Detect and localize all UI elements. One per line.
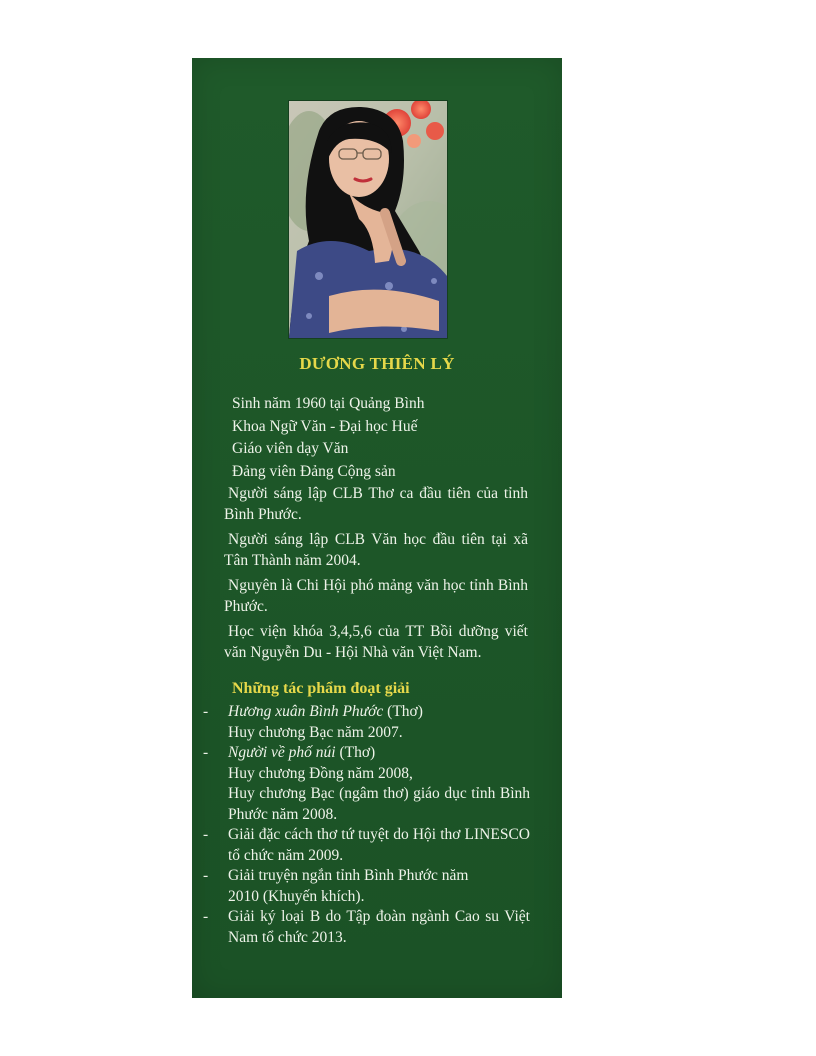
award-genre: (Thơ) bbox=[339, 744, 376, 761]
award-title: Người về phố núi bbox=[228, 744, 336, 761]
award-title-line bbox=[228, 743, 530, 764]
award-detail: Huy chương Bạc (ngâm thơ) giáo dục tỉnh Bình Phước năm 2008. bbox=[228, 785, 530, 823]
list-dash: - bbox=[203, 908, 209, 925]
award-genre: (Thơ) bbox=[387, 703, 423, 720]
list-dash: - bbox=[203, 867, 209, 884]
award-detail: Huy chương Bạc năm 2007. bbox=[228, 723, 403, 741]
author-bio bbox=[224, 393, 528, 667]
list-dash: - bbox=[203, 744, 209, 761]
award-title-line bbox=[228, 702, 530, 723]
award-detail: Giải đặc cách thơ tứ tuyệt do Hội thơ LINESCO tổ chức năm 2009. bbox=[228, 826, 530, 864]
award-item bbox=[200, 866, 530, 907]
bio-line: Đảng viên Đảng Cộng sản bbox=[232, 462, 396, 480]
works-heading: Những tác phẩm đoạt giải bbox=[232, 680, 410, 697]
bio-paragraph: Người sáng lập CLB Văn học đầu tiên tại xã Tân Thành năm 2004. bbox=[224, 531, 528, 569]
award-title: Hương xuân Bình Phước bbox=[228, 703, 384, 720]
bio-paragraph: Người sáng lập CLB Thơ ca đầu tiên của tỉnh Bình Phước. bbox=[224, 485, 528, 523]
awards-list bbox=[200, 702, 530, 948]
list-dash: - bbox=[203, 826, 209, 843]
award-detail: Giải ký loại B do Tập đoàn ngành Cao su Việt Nam tổ chức 2013. bbox=[228, 908, 530, 946]
cover-panel bbox=[192, 58, 562, 998]
bio-line: Sinh năm 1960 tại Quảng Bình bbox=[232, 395, 425, 412]
award-item bbox=[200, 702, 530, 743]
award-detail: Giải truyện ngắn tỉnh Bình Phước năm 2010 (Khuyến khích). bbox=[228, 867, 469, 905]
bio-paragraph: Nguyên là Chi Hội phó mảng văn học tỉnh Bình Phước. bbox=[224, 577, 528, 615]
list-dash: - bbox=[203, 703, 209, 720]
award-item bbox=[200, 907, 530, 948]
author-photo bbox=[288, 100, 448, 339]
bio-line: Khoa Ngữ Văn - Đại học Huế bbox=[232, 417, 418, 435]
award-detail: Huy chương Đồng năm 2008, bbox=[228, 764, 413, 782]
award-item bbox=[200, 825, 530, 866]
author-portrait-image bbox=[289, 101, 447, 338]
bio-line: Giáo viên dạy Văn bbox=[232, 440, 349, 457]
bio-paragraph: Học viện khóa 3,4,5,6 của TT Bồi dưỡng viết văn Nguyễn Du - Hội Nhà văn Việt Nam. bbox=[224, 623, 528, 661]
author-name: DƯƠNG THIÊN LÝ bbox=[299, 354, 455, 373]
award-item bbox=[200, 743, 530, 825]
